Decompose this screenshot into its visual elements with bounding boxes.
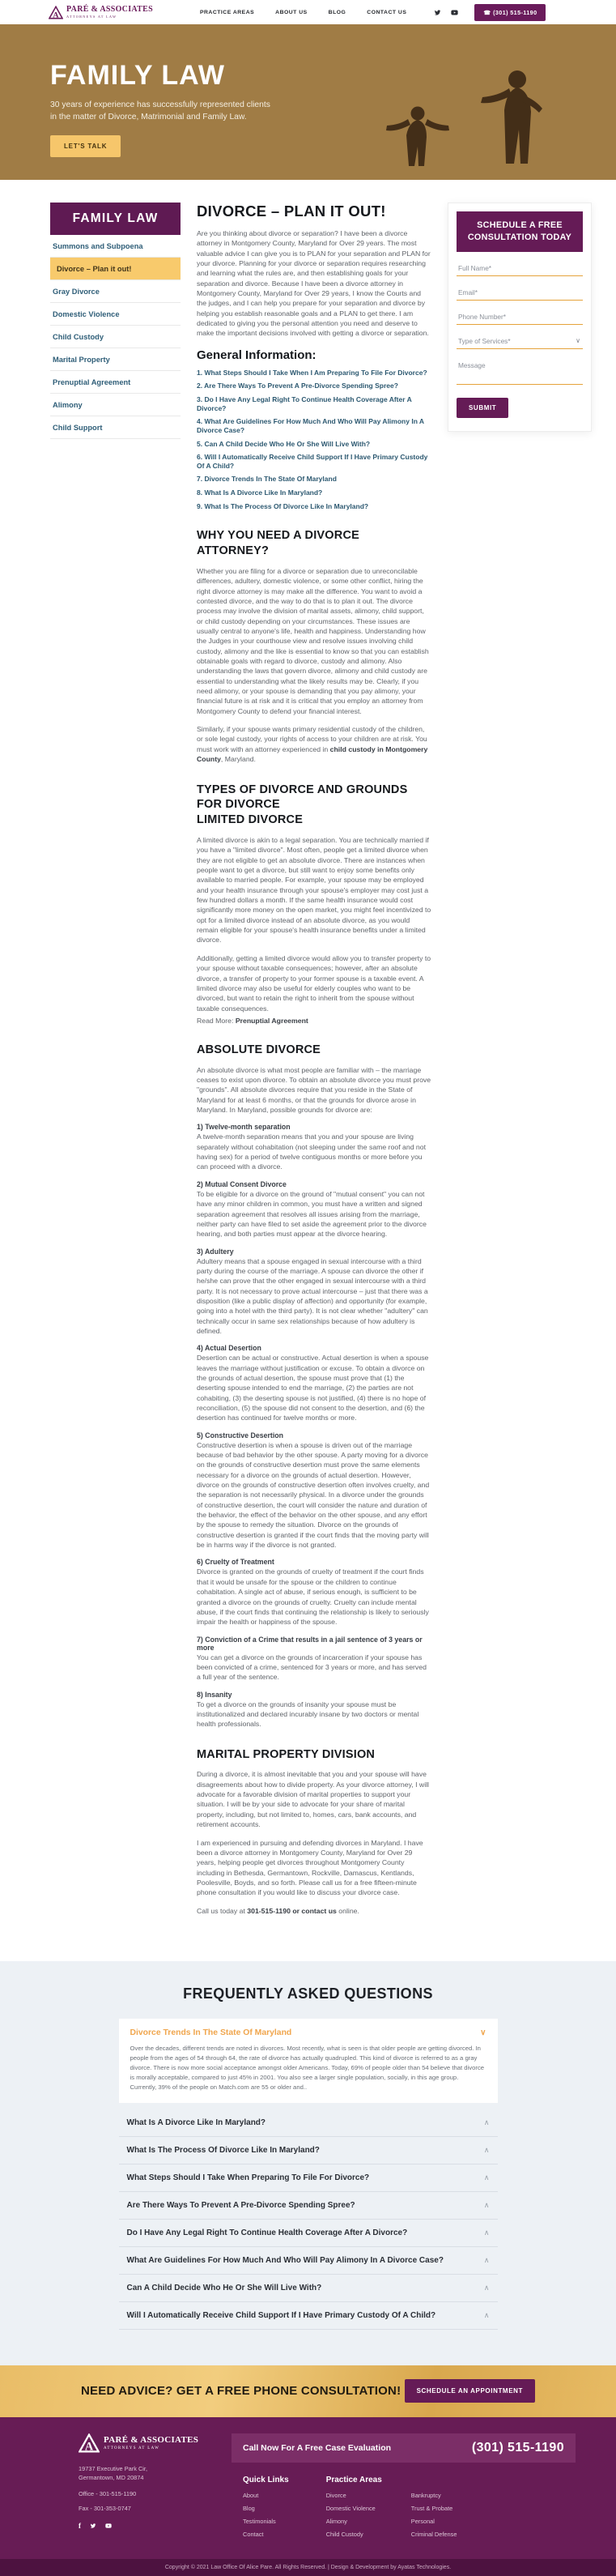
why-paragraph-2 xyxy=(197,724,431,764)
faq-question: What Are Guidelines For How Much And Who Will Pay Alimony In A Divorce Case? xyxy=(126,2255,444,2265)
footer-link[interactable]: Child Custody xyxy=(325,2530,363,2538)
triangle-a-logo-icon xyxy=(79,2433,100,2453)
triangle-a-logo-icon xyxy=(49,6,63,19)
contact-us-link[interactable]: 301-515-1190 or contact us xyxy=(247,1906,337,1915)
divorce-grounds-list xyxy=(197,1123,431,1729)
twitter-icon[interactable] xyxy=(434,9,441,16)
svg-text:A: A xyxy=(53,10,59,19)
sidebar-item[interactable] xyxy=(50,303,181,326)
faq-item[interactable] xyxy=(119,2109,498,2137)
sidebar-item-label: Child Custody xyxy=(53,333,104,341)
sidebar-item[interactable] xyxy=(50,258,181,280)
youtube-icon[interactable] xyxy=(105,2523,112,2529)
lets-talk-button[interactable]: LET'S TALK xyxy=(50,135,121,157)
main-nav xyxy=(200,10,406,15)
practice-areas-heading: Practice Areas xyxy=(325,2475,382,2484)
brand-logo[interactable] xyxy=(49,6,153,19)
chevron-up-icon: ∧ xyxy=(483,2283,490,2292)
hero-banner xyxy=(0,24,616,180)
read-more-label: Read More: xyxy=(197,1016,236,1025)
faq-question: Do I Have Any Legal Right To Continue Health Coverage After A Divorce? xyxy=(126,2228,408,2237)
ground-body: Desertion can be actual or constructive. Actual desertion is when a spouse leaves the marriage without justification or excuse. To obtain a divorce on the grounds of actual desertion, the spouse must prove that (1) the deserting spouse intended to end the marriage, (2) the parties are not cohabiting, (3) the deserting spouse is not justified, (4) there is no hope of reconciliation, (5) the spouse did not consent to the desertion, and (6) the desertion has continued for twelve months or more. xyxy=(197,1354,429,1422)
footer-address xyxy=(79,2464,216,2483)
why-p2-tail: , Maryland. xyxy=(220,755,256,764)
site-footer xyxy=(0,2417,616,2576)
faq-heading: FREQUENTLY ASKED QUESTIONS xyxy=(183,1985,433,2002)
youtube-icon[interactable] xyxy=(451,9,458,16)
sidebar-item-label: Marital Property xyxy=(53,356,110,364)
sidebar-item[interactable] xyxy=(50,280,181,303)
footer-link[interactable]: About xyxy=(243,2491,259,2499)
general-info-link[interactable]: 1. What Steps Should I Take When I Am Preparing To File For Divorce? xyxy=(197,368,427,377)
footer-link[interactable]: Blog xyxy=(243,2504,255,2512)
cta-bar xyxy=(0,2365,616,2417)
brand-name: PARÉ & ASSOCIATES xyxy=(66,4,153,14)
footer-link[interactable]: Alimony xyxy=(325,2517,347,2525)
header-phone-number: (301) 515-1190 xyxy=(493,8,537,16)
footer-link[interactable]: Divorce xyxy=(325,2491,346,2499)
sidebar-item-label: Child Support xyxy=(53,424,103,432)
call-bar-phone[interactable]: (301) 515-1190 xyxy=(471,2440,564,2454)
sidebar-menu xyxy=(50,235,181,439)
ground-item xyxy=(197,1180,431,1239)
general-info-link[interactable]: 4. What Are Guidelines For How Much And Who Will Pay Alimony In A Divorce Case? xyxy=(197,417,424,434)
general-info-link[interactable]: 2. Are There Ways To Prevent A Pre-Divorce Spending Spree? xyxy=(197,382,398,390)
chevron-up-icon: ∧ xyxy=(483,2173,490,2181)
address-line-2: Germantown, MD 20874 xyxy=(79,2474,144,2482)
facebook-icon[interactable]: f xyxy=(79,2521,81,2530)
full-name-field[interactable] xyxy=(457,252,583,276)
faq-item[interactable] xyxy=(119,2275,498,2302)
message-field[interactable] xyxy=(457,349,583,385)
faq-open-title: Divorce Trends In The State Of Maryland xyxy=(130,2028,292,2037)
ground-body: You can get a divorce on the grounds of incarceration if your spouse has been convicted of a crime, sentenced for 3 years or more, and has served a full year of the sentence. xyxy=(197,1653,427,1682)
page-title: DIVORCE – PLAN IT OUT! xyxy=(197,203,386,220)
chevron-up-icon: ∧ xyxy=(483,2255,490,2264)
faq-list xyxy=(119,2109,498,2330)
general-info-links xyxy=(197,369,431,511)
sidebar-item[interactable] xyxy=(50,348,181,371)
types-heading-line1: TYPES OF DIVORCE AND GROUNDS FOR DIVORCE xyxy=(197,783,408,812)
ground-body: A twelve-month separation means that you and your spouse are living separately without cohabitation (not sleeping under the same roof and not having sex) for a period of twelve contiguous months or more before you can proceed with a divorce. xyxy=(197,1132,427,1171)
ground-title: 2) Mutual Consent Divorce xyxy=(197,1179,287,1188)
article xyxy=(197,203,431,1924)
ground-item xyxy=(197,1247,431,1337)
faq-item[interactable] xyxy=(119,2164,498,2192)
footer-office-phone[interactable]: Office - 301-515-1190 xyxy=(79,2489,137,2497)
ground-title: 3) Adultery xyxy=(197,1247,234,1256)
call-us-line xyxy=(197,1906,431,1916)
ground-body: Constructive desertion is when a spouse is driven out of the marriage because of bad behavior by the other spouse. A party moving for a divorce on the grounds of constructive desertion must prove the same elements necessary for a divorce on the grounds of actual desertion. However, divorce on the grounds of constructive desertion often involves cruelty, and the separation is not necessarily physical. In a divorce under the grounds of constructive desertion, the court will consider the nature and duration of the behavior, the effect of the behavior on the other spouse, and any effort by the spouse to remedy the situation. Divorce on the grounds of constructive desertion is granted if the court finds that the moving party will be in harms way if the divorce is not granted. xyxy=(197,1440,430,1550)
address-line-1: 19737 Executive Park Cir, xyxy=(79,2464,148,2472)
general-info-link[interactable]: 8. What Is A Divorce Like In Maryland? xyxy=(197,488,323,497)
faq-question: Will I Automatically Receive Child Support If I Have Primary Custody Of A Child? xyxy=(126,2310,436,2320)
faq-question: Can A Child Decide Who He Or She Will Live With? xyxy=(126,2283,322,2292)
header-phone-button[interactable]: ☎ (301) 515-1190 xyxy=(474,4,546,21)
site-header xyxy=(0,0,616,24)
ground-title: 7) Conviction of a Crime that results in a jail sentence of 3 years or more xyxy=(197,1635,423,1652)
nav-link[interactable]: BLOG xyxy=(328,9,346,15)
ground-title: 5) Constructive Desertion xyxy=(197,1431,284,1439)
footer-link[interactable]: Trust & Probate xyxy=(410,2504,453,2512)
marital-paragraph-2: I am experienced in pursuing and defending divorces in Maryland. I have been a divorce attorney in Montgomery County, Maryland for Over 29 years, helping people get divorces throughout Montgomery County including in Bethesda, Germantown, Rockville, Damascus, Kentlands, Poolesville, Boyds, and so forth. Please call us for a free fifteen-minute phone consultation if you would like to discuss your divorce case. xyxy=(197,1838,423,1897)
marital-paragraph-1: During a divorce, it is almost inevitable that you and your spouse will have disagreements about how to divide property. As your divorce attorney, I will advocate for a favorable division of marital properties to support your situation. I will be by your side to advocate for your share of marital property, including, but not limited to, homes, cars, bank accounts, and retirement accounts. xyxy=(197,1770,429,1829)
sidebar-item[interactable] xyxy=(50,326,181,348)
submit-button[interactable]: SUBMIT xyxy=(457,398,508,418)
footer-link[interactable]: Personal xyxy=(410,2517,435,2525)
faq-question: What Steps Should I Take When Preparing To File For Divorce? xyxy=(126,2173,370,2182)
ground-item xyxy=(197,1691,431,1729)
family-law-sidebar xyxy=(50,203,181,439)
footer-link[interactable]: Testimonials xyxy=(243,2517,276,2525)
nav-link[interactable]: CONTACT US xyxy=(367,9,407,15)
ground-title: 1) Twelve-month separation xyxy=(197,1123,291,1132)
footer-logo[interactable] xyxy=(79,2433,216,2453)
footer-social xyxy=(79,2522,216,2530)
faq-question: Are There Ways To Prevent A Pre-Divorce Spending Spree? xyxy=(126,2200,355,2210)
ground-item xyxy=(197,1431,431,1550)
footer-link[interactable]: Bankruptcy xyxy=(410,2491,441,2499)
nav-link[interactable]: ABOUT US xyxy=(275,9,308,15)
ground-item xyxy=(197,1344,431,1422)
ground-title: 8) Insanity xyxy=(197,1690,232,1699)
chevron-up-icon: ∧ xyxy=(483,2200,490,2209)
prenuptial-agreement-link[interactable]: Prenuptial Agreement xyxy=(235,1016,308,1025)
types-heading-line2: LIMITED DIVORCE xyxy=(197,813,304,827)
chevron-up-icon: ∧ xyxy=(483,2228,490,2237)
sidebar-item[interactable] xyxy=(50,416,181,439)
family-silhouette-image xyxy=(321,62,571,180)
svg-text:A: A xyxy=(84,2440,94,2453)
phone-number-field[interactable] xyxy=(457,301,583,325)
ground-item xyxy=(197,1636,431,1683)
footer-call-bar xyxy=(232,2433,576,2463)
sidebar-item-label: Gray Divorce xyxy=(53,288,100,296)
absolute-heading: ABSOLUTE DIVORCE xyxy=(197,1043,321,1056)
faq-item[interactable] xyxy=(119,2192,498,2220)
faq-item[interactable] xyxy=(119,2137,498,2164)
intro-paragraph: Are you thinking about divorce or separation? I have been a divorce attorney in Montgomery County, Maryland for Over 29 years. The most valuable advice I can give you is to PLAN for your separation and PLAN for your divorce. Planning for your divorce or separation requires researching and learning what the rules are, and then establishing goals for your separation and divorce. Because I have been a divorce attorney in Montgomery County, Maryland for Over 29 years, I know the Courts and the judges, and I can help you prepare for your separation and divorce by helping you establish reasonable goals and a PLAN to get there. I am dedicated to giving you the personal attention you need and deserve to make the important decisions involved with getting a divorce or separation. xyxy=(197,229,431,338)
read-more-row xyxy=(197,1017,431,1025)
faq-question: What Is A Divorce Like In Maryland? xyxy=(126,2118,266,2127)
why-heading: WHY YOU NEED A DIVORCE ATTORNEY? xyxy=(197,529,359,558)
marital-heading: MARITAL PROPERTY DIVISION xyxy=(197,1747,376,1761)
ground-body: To get a divorce on the grounds of insanity your spouse must be institutionalized and declared incurably insane by two doctors or mental health professionals. xyxy=(197,1700,419,1729)
footer-fax: Fax - 301-353-0747 xyxy=(79,2504,131,2512)
sidebar-item-label: Prenuptial Agreement xyxy=(53,378,131,386)
sidebar-item-label: Domestic Violence xyxy=(53,310,120,318)
general-info-link[interactable]: 9. What Is The Process Of Divorce Like In Maryland? xyxy=(197,501,369,510)
sidebar-item[interactable] xyxy=(50,235,181,258)
email-field[interactable] xyxy=(457,276,583,301)
nav-link[interactable]: PRACTICE AREAS xyxy=(199,9,255,15)
ground-item xyxy=(197,1558,431,1627)
chevron-down-icon[interactable]: ∨ xyxy=(480,2028,486,2037)
ground-item xyxy=(197,1123,431,1171)
ground-body: Adultery means that a spouse engaged in sexual intercourse with a third party during the course of the marriage. A spouse can divorce the other if he/she can prove that the other engaged in sexual intercourse with a third party. It is not necessary to prove actual intercourse – just that there was a disposition (like a public display of affection) and opportunity (for example, going into a hotel with the third party). It is not clear whether "adultery" can technically occur in same sex relationships because of how adultery is defined. xyxy=(197,1256,428,1335)
consultation-form xyxy=(448,203,592,432)
faq-section xyxy=(0,1961,616,2365)
faq-question: What Is The Process Of Divorce Like In Maryland? xyxy=(126,2145,320,2155)
ground-body: To be eligible for a divorce on the ground of "mutual consent" you can not have any minor children in common, you must have a written and signed separation agreement that resolves all issues arising from the marriage, neither party can have filed to set aside the agreement prior to the divorce hearing, and both parties must appear at the divorce hearing. xyxy=(197,1189,427,1239)
why-p2-text: Similarly, if your spouse wants primary residential custody of the children, or sole legal custody, your rights of access to your children are at risk. You must work with an attorney experienced in xyxy=(197,725,427,753)
schedule-appointment-button[interactable]: SCHEDULE AN APPOINTMENT xyxy=(405,2379,535,2403)
faq-item[interactable] xyxy=(119,2247,498,2275)
general-info-link[interactable]: 5. Can A Child Decide Who He Or She Will Live With? xyxy=(197,439,371,448)
footer-link[interactable]: Criminal Defense xyxy=(410,2530,457,2538)
brand-tagline: ATTORNEYS AT LAW xyxy=(66,14,117,19)
copyright-bar: Copyright © 2021 Law Office Of Alice Pare. All Rights Reserved. | Design & Development by Ayatas Technologies. xyxy=(0,2559,616,2576)
general-info-link[interactable]: 7. Divorce Trends In The State Of Maryland xyxy=(197,475,337,484)
why-paragraph-1: Whether you are filing for a divorce or separation due to unreconcilable differences, adultery, domestic violence, or some other conflict, hiring the right divorce attorney is may make all the difference. You want to avoid a contested divorce, and the way to do that is to plan it out. The divorce process may involve the division of marital assets, alimony, child support, or child custody depending on your circumstances. These issues are usually central to anyone's life, health and happiness. Understanding how the Judges in your courthouse view and resolve issues involving child custody, alimony and the like is essential to know so that you can establish obtainable goals with regard to divorce, custody and alimony. Also understanding the laws that govern divorce, alimony and child custody are essential to understanding what the likely results may be. Clearly, if you need alimony, or your spouse is demanding that you pay alimony, your financial future is at risk and it is critical that you employ an attorney from Montgomery County to defend your financial interest. xyxy=(197,566,429,715)
chevron-up-icon: ∧ xyxy=(483,2118,490,2126)
call-us-tail: online. xyxy=(336,1906,359,1915)
ground-title: 4) Actual Desertion xyxy=(197,1344,261,1353)
faq-open-body: Over the decades, different trends are noted in divorces. Most recently, what is seen is that older people are getting divorced. In people from the ages of 54 through 64, the rate of divorce has actually quadrupled. This kind of divorce is referred to as a gray divorce. There is now more social acceptance amongst older Americans. Today, 69% of people older than 54 believe that divorce is morally acceptable, compared to just 45% in 2001. You also see a larger single population, socially, in this age group. Currently, 39% of the people on Match.com are 55 or older and.. xyxy=(130,2044,485,2091)
footer-link[interactable]: Domestic Violence xyxy=(325,2504,376,2512)
faq-item[interactable] xyxy=(119,2302,498,2330)
child-custody-link[interactable]: child custody in Montgomery County xyxy=(197,744,428,764)
sidebar-item-label: Divorce – Plan it out! xyxy=(57,265,132,273)
practice-areas-list-1 xyxy=(326,2492,376,2544)
practice-areas-list-2 xyxy=(411,2492,457,2544)
types-heading xyxy=(197,783,431,829)
chevron-up-icon: ∧ xyxy=(483,2145,490,2154)
quick-links-column xyxy=(243,2476,289,2544)
chevron-down-icon: ∨ xyxy=(576,337,580,345)
quick-links-heading: Quick Links xyxy=(243,2475,289,2484)
general-info-link[interactable]: 6. Will I Automatically Receive Child Support If I Have Primary Custody Of A Child? xyxy=(197,453,428,470)
footer-link[interactable]: Contact xyxy=(243,2530,264,2538)
consultation-form-title: SCHEDULE A FREE CONSULTATION TODAY xyxy=(457,211,583,252)
hero-subtitle: 30 years of experience has successfully represented clients in the matter of Divorce, Matrimonial and Family Law. xyxy=(50,100,270,122)
faq-item[interactable] xyxy=(119,2220,498,2247)
call-bar-text: Call Now For A Free Case Evaluation xyxy=(243,2442,392,2453)
faq-open-toggle[interactable] xyxy=(130,2028,486,2037)
sidebar-item-label: Alimony xyxy=(53,401,83,409)
ground-title: 6) Cruelty of Treatment xyxy=(197,1558,274,1567)
quick-links-list xyxy=(243,2492,289,2538)
faq-open-item xyxy=(119,2019,498,2103)
type-of-services-select[interactable] xyxy=(457,325,583,349)
general-info-heading: General Information: xyxy=(197,348,316,362)
chevron-up-icon: ∧ xyxy=(483,2310,490,2319)
call-us-text: Call us today at xyxy=(197,1906,248,1915)
cta-text: NEED ADVICE? GET A FREE PHONE CONSULTATION! xyxy=(81,2384,401,2399)
sidebar-title: FAMILY LAW xyxy=(50,203,181,235)
limited-divorce-paragraph-1: A limited divorce is akin to a legal separation. You are technically married if you have a "limited divorce". Most often, people get a limited divorce when they are not eligible to get an absolute divorce. There are instances when people want to get a divorce, but still want to enjoy some benefits only available to married people. For example, your spouse may be employed and your health insurance through your spouse's employer may cost just a few hundred dollars a month. If the same health insurance would cost significantly more money on the open market, you might feel incentivized to opt for a limited divorce instead of an absolute divorce, as you would remain eligible for your spouse's health insurance benefits under a limited divorce. xyxy=(197,836,431,945)
sidebar-item[interactable] xyxy=(50,371,181,394)
content-area xyxy=(0,180,616,1961)
footer-brand-name: PARÉ & ASSOCIATES xyxy=(104,2434,199,2445)
sidebar-item-label: Summons and Subpoena xyxy=(53,242,143,250)
footer-brand-tagline: ATTORNEYS AT LAW xyxy=(104,2446,160,2450)
limited-divorce-paragraph-2: Additionally, getting a limited divorce would allow you to transfer property to your spouse without taxable consequences; however, after an absolute divorce, a transfer of property to your former spouse is a taxable event. A limited divorce may also be useful for elderly couples who want to be divorced, but want to retain the right to inherit from the spouse without taxable consequences. xyxy=(197,953,431,1013)
twitter-icon[interactable] xyxy=(90,2523,96,2529)
hero-title: FAMILY LAW xyxy=(50,60,225,91)
practice-areas-column xyxy=(326,2476,457,2544)
general-info-link[interactable]: 3. Do I Have Any Legal Right To Continue Health Coverage After A Divorce? xyxy=(197,395,412,412)
absolute-intro: An absolute divorce is what most people are familiar with – the marriage ceases to exist upon divorce. To obtain an absolute divorce you must prove "grounds". All absolute divorces require that you reside in the State of Maryland for at least 6 months, or that the grounds for divorce arose in Maryland. In Maryland, possible grounds for divorce are: xyxy=(197,1065,431,1115)
sidebar-item[interactable] xyxy=(50,394,181,416)
ground-body: Divorce is granted on the grounds of cruelty of treatment if the court finds that it would be unsafe for the spouse or the children to continue cohabitation. A single act of abuse, if serious enough, is sufficient to be granted a divorce on the grounds of cruelty. Cruelty can include mental abuse, if the court finds that continuing the relationship is likely to seriously impair the health or happiness of the spouse. xyxy=(197,1567,429,1627)
